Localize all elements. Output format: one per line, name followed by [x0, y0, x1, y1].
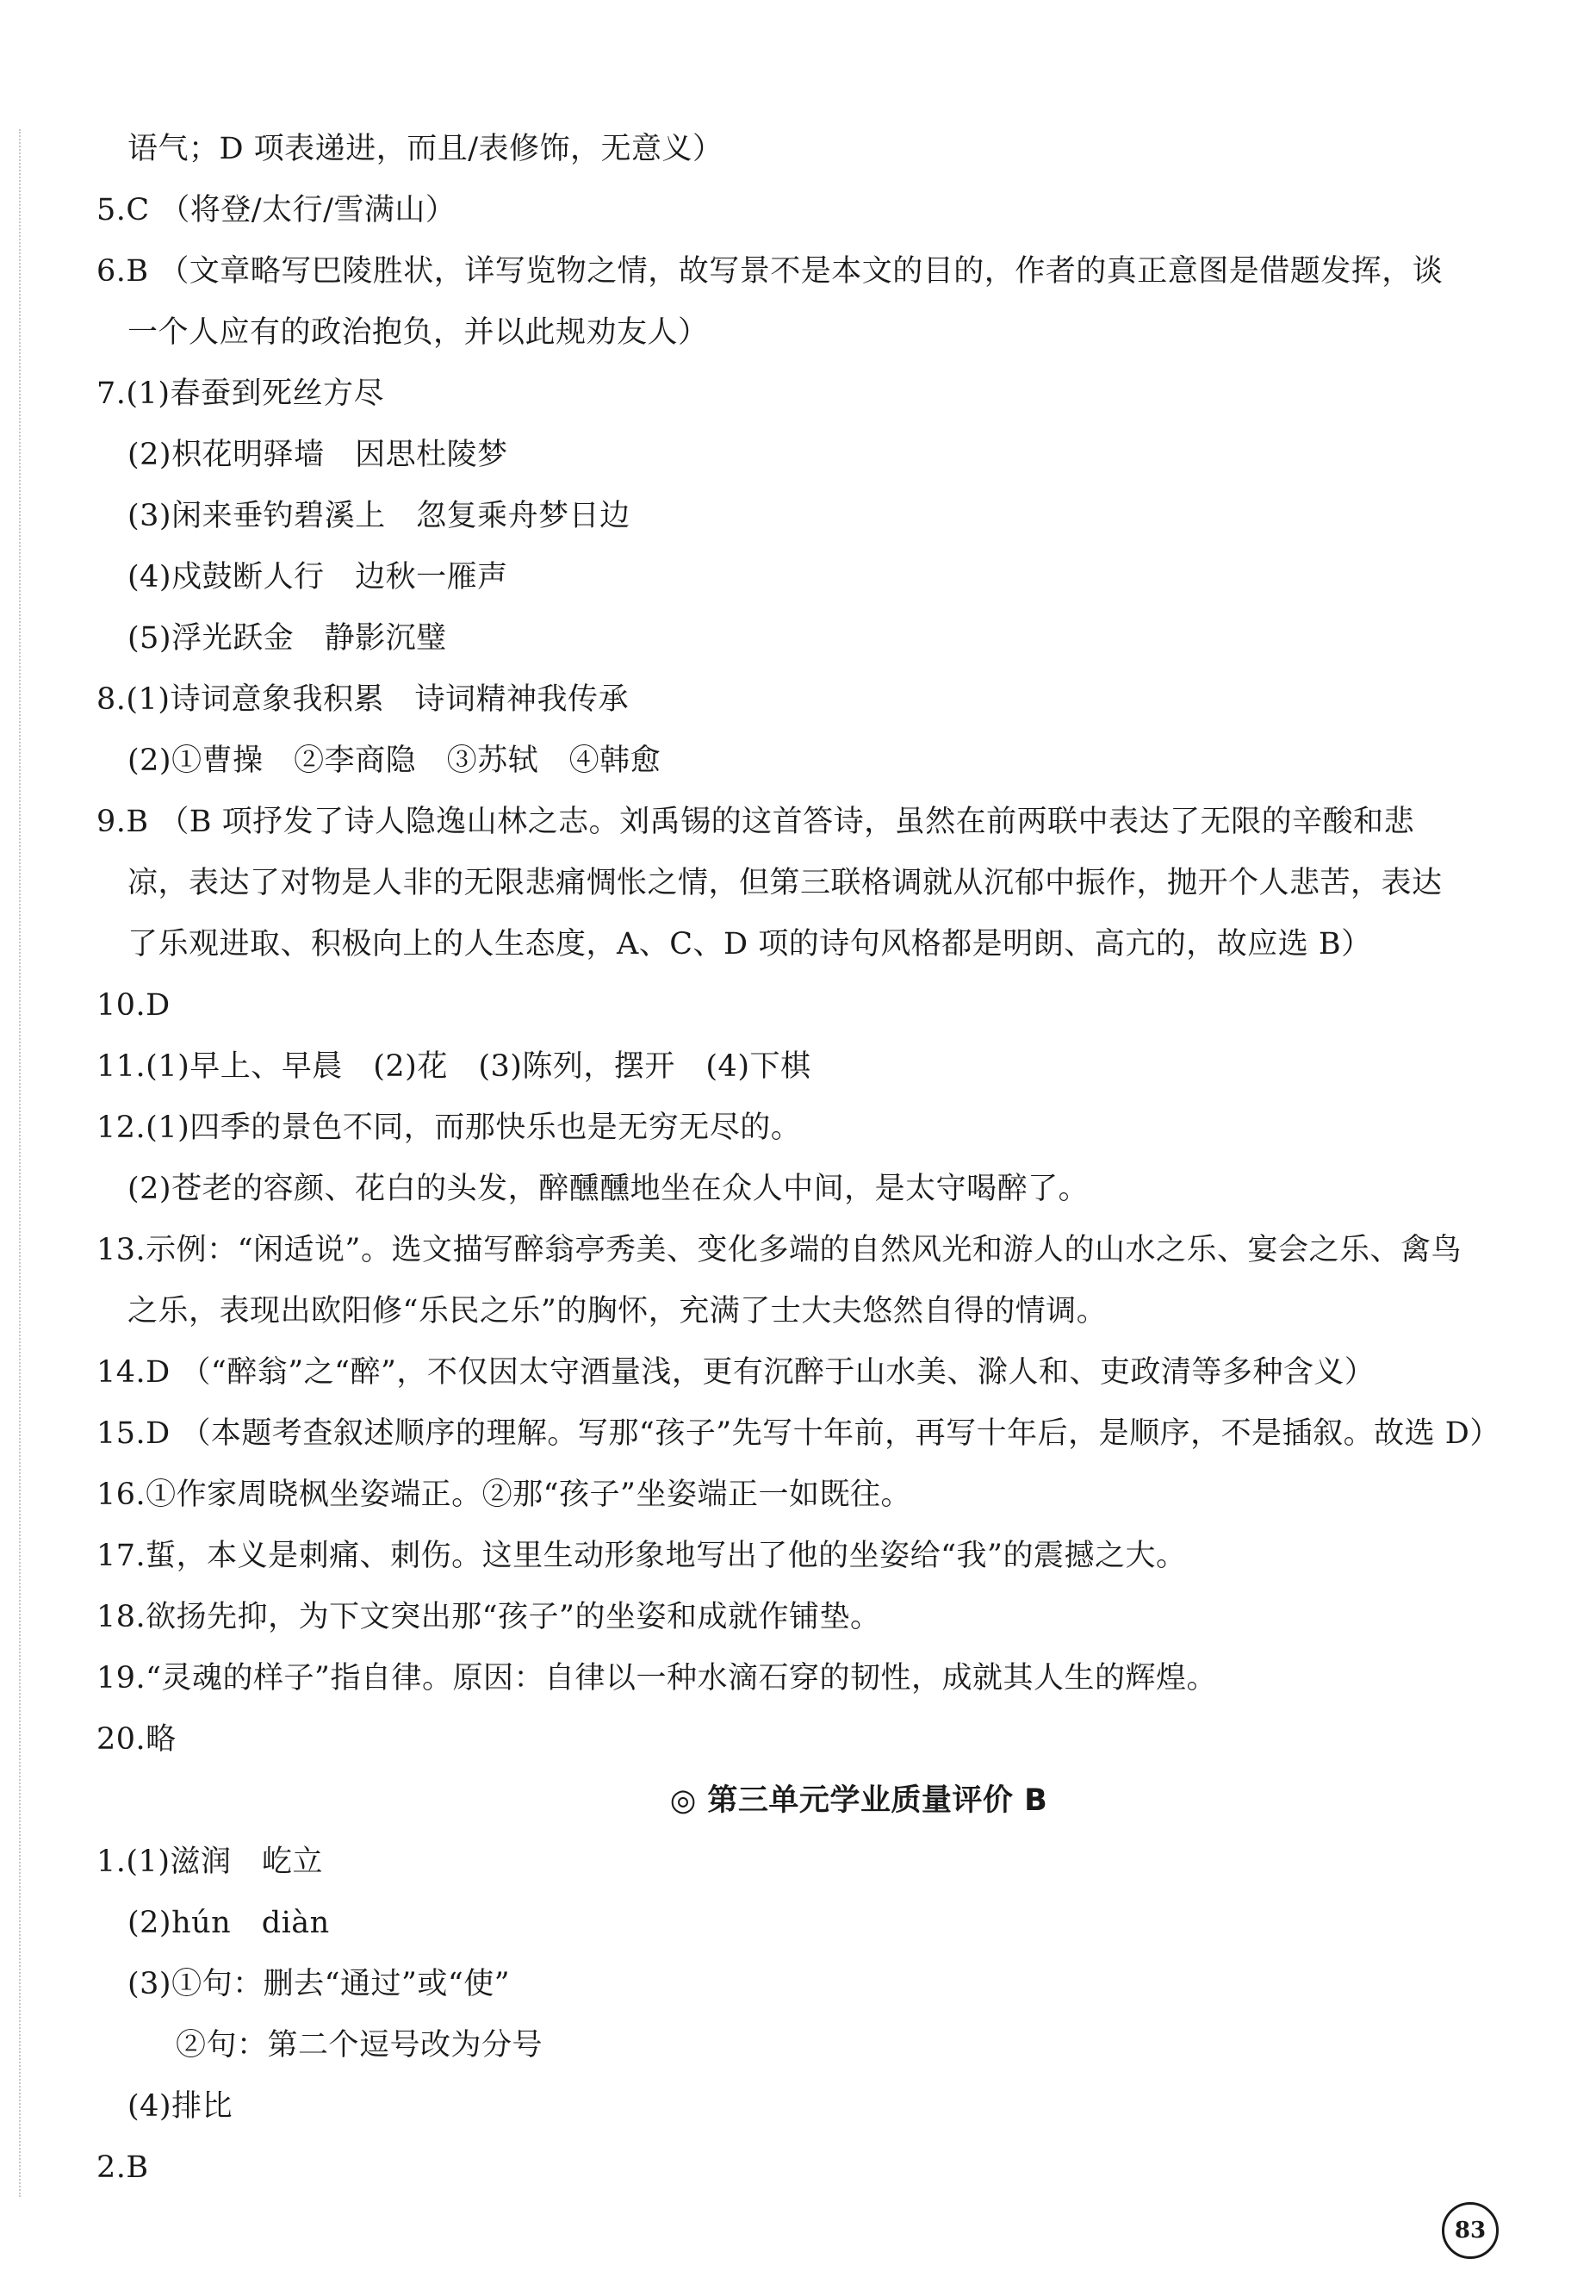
answer-line: 11.(1)早上、早晨 (2)花 (3)陈列，摆开 (4)下棋	[96, 1049, 811, 1084]
answer-line: 10.D	[96, 988, 171, 1023]
answer-line: (3)①句：删去“通过”或“使”	[127, 1967, 511, 2001]
answer-line: 了乐观进取、积极向上的人生态度，A、C、D 项的诗句风格都是明朗、高亢的，故应选 B）	[127, 927, 1372, 961]
answer-line: 16.①作家周晓枫坐姿端正。②那“孩子”坐姿端正一如既往。	[96, 1478, 911, 1512]
answer-content	[96, 119, 1509, 2199]
answer-line: (2)枳花明驿墙 因思杜陵梦	[127, 438, 508, 472]
answer-line: 5.C （将登/太行/雪满山）	[96, 193, 456, 227]
answer-line: 12.(1)四季的景色不同，而那快乐也是无穷无尽的。	[96, 1111, 802, 1145]
answer-line: 2.B	[96, 2150, 149, 2185]
answer-line: 13.示例：“闲适说”。选文描写醉翁亭秀美、变化多端的自然风光和游人的山水之乐、宴会之乐、禽鸟	[96, 1233, 1462, 1267]
answer-line: (2)①曹操 ②李商隐 ③苏轼 ④韩愈	[127, 744, 661, 778]
answer-line: 7.(1)春蚕到死丝方尽	[96, 376, 384, 411]
answer-line: 1.(1)滋润 屹立	[96, 1845, 323, 1879]
answer-line: 8.(1)诗词意象我积累 诗词精神我传承	[96, 682, 629, 717]
section-heading: ◎ 第三单元学业质量评价 B	[669, 1783, 1048, 1818]
answer-line: 18.欲扬先抑，为下文突出那“孩子”的坐姿和成就作铺垫。	[96, 1600, 881, 1634]
answer-line: 之乐，表现出欧阳修“乐民之乐”的胸怀，充满了士大夫悠然自得的情调。	[127, 1294, 1108, 1328]
answer-line: 19.“灵魂的样子”指自律。原因：自律以一种水滴石穿的韧性，成就其人生的辉煌。	[96, 1661, 1217, 1696]
page-number-badge: 83	[1442, 2202, 1499, 2259]
answer-line: 凉，表达了对物是人非的无限悲痛惆怅之情，但第三联格调就从沉郁中振作，抛开个人悲苦，表达	[127, 866, 1443, 900]
answer-line: (2)hún diàn	[127, 1906, 330, 1940]
answer-line: 14.D （“醉翁”之“醉”，不仅因太守酒量浅，更有沉醉于山水美、滁人和、吏政清等多种含义）	[96, 1355, 1376, 1390]
answer-line: 9.B （B 项抒发了诗人隐逸山林之志。刘禹锡的这首答诗，虽然在前两联中表达了无限的辛酸和悲	[96, 805, 1415, 839]
answer-line: 17.蜇，本义是刺痛、刺伤。这里生动形象地写出了他的坐姿给“我”的震撼之大。	[96, 1539, 1187, 1573]
answer-line: (4)戍鼓断人行 边秋一雁声	[127, 560, 508, 594]
binding-margin-line	[19, 129, 21, 2197]
answer-line: (3)闲来垂钓碧溪上 忽复乘舟梦日边	[127, 499, 630, 533]
answer-line: 语气；D 项表递进，而且/表修饰，无意义）	[127, 132, 723, 166]
answer-line: (4)排比	[127, 2089, 233, 2124]
answer-line: 15.D （本题考查叙述顺序的理解。写那“孩子”先写十年前，再写十年后，是顺序，不是插叙。故选 D）	[96, 1416, 1500, 1451]
answer-line: 20.略	[96, 1722, 177, 1757]
answer-line: ②句：第二个逗号改为分号	[176, 2028, 543, 2063]
answer-line: (5)浮光跃金 静影沉璧	[127, 621, 447, 656]
answer-line: (2)苍老的容颜、花白的头发，醉醺醺地坐在众人中间，是太守喝醉了。	[127, 1172, 1090, 1206]
answer-line: 6.B （文章略写巴陵胜状，详写览物之情，故写景不是本文的目的，作者的真正意图是借题发挥，谈	[96, 254, 1444, 289]
answer-line: 一个人应有的政治抱负，并以此规劝友人）	[127, 315, 709, 350]
